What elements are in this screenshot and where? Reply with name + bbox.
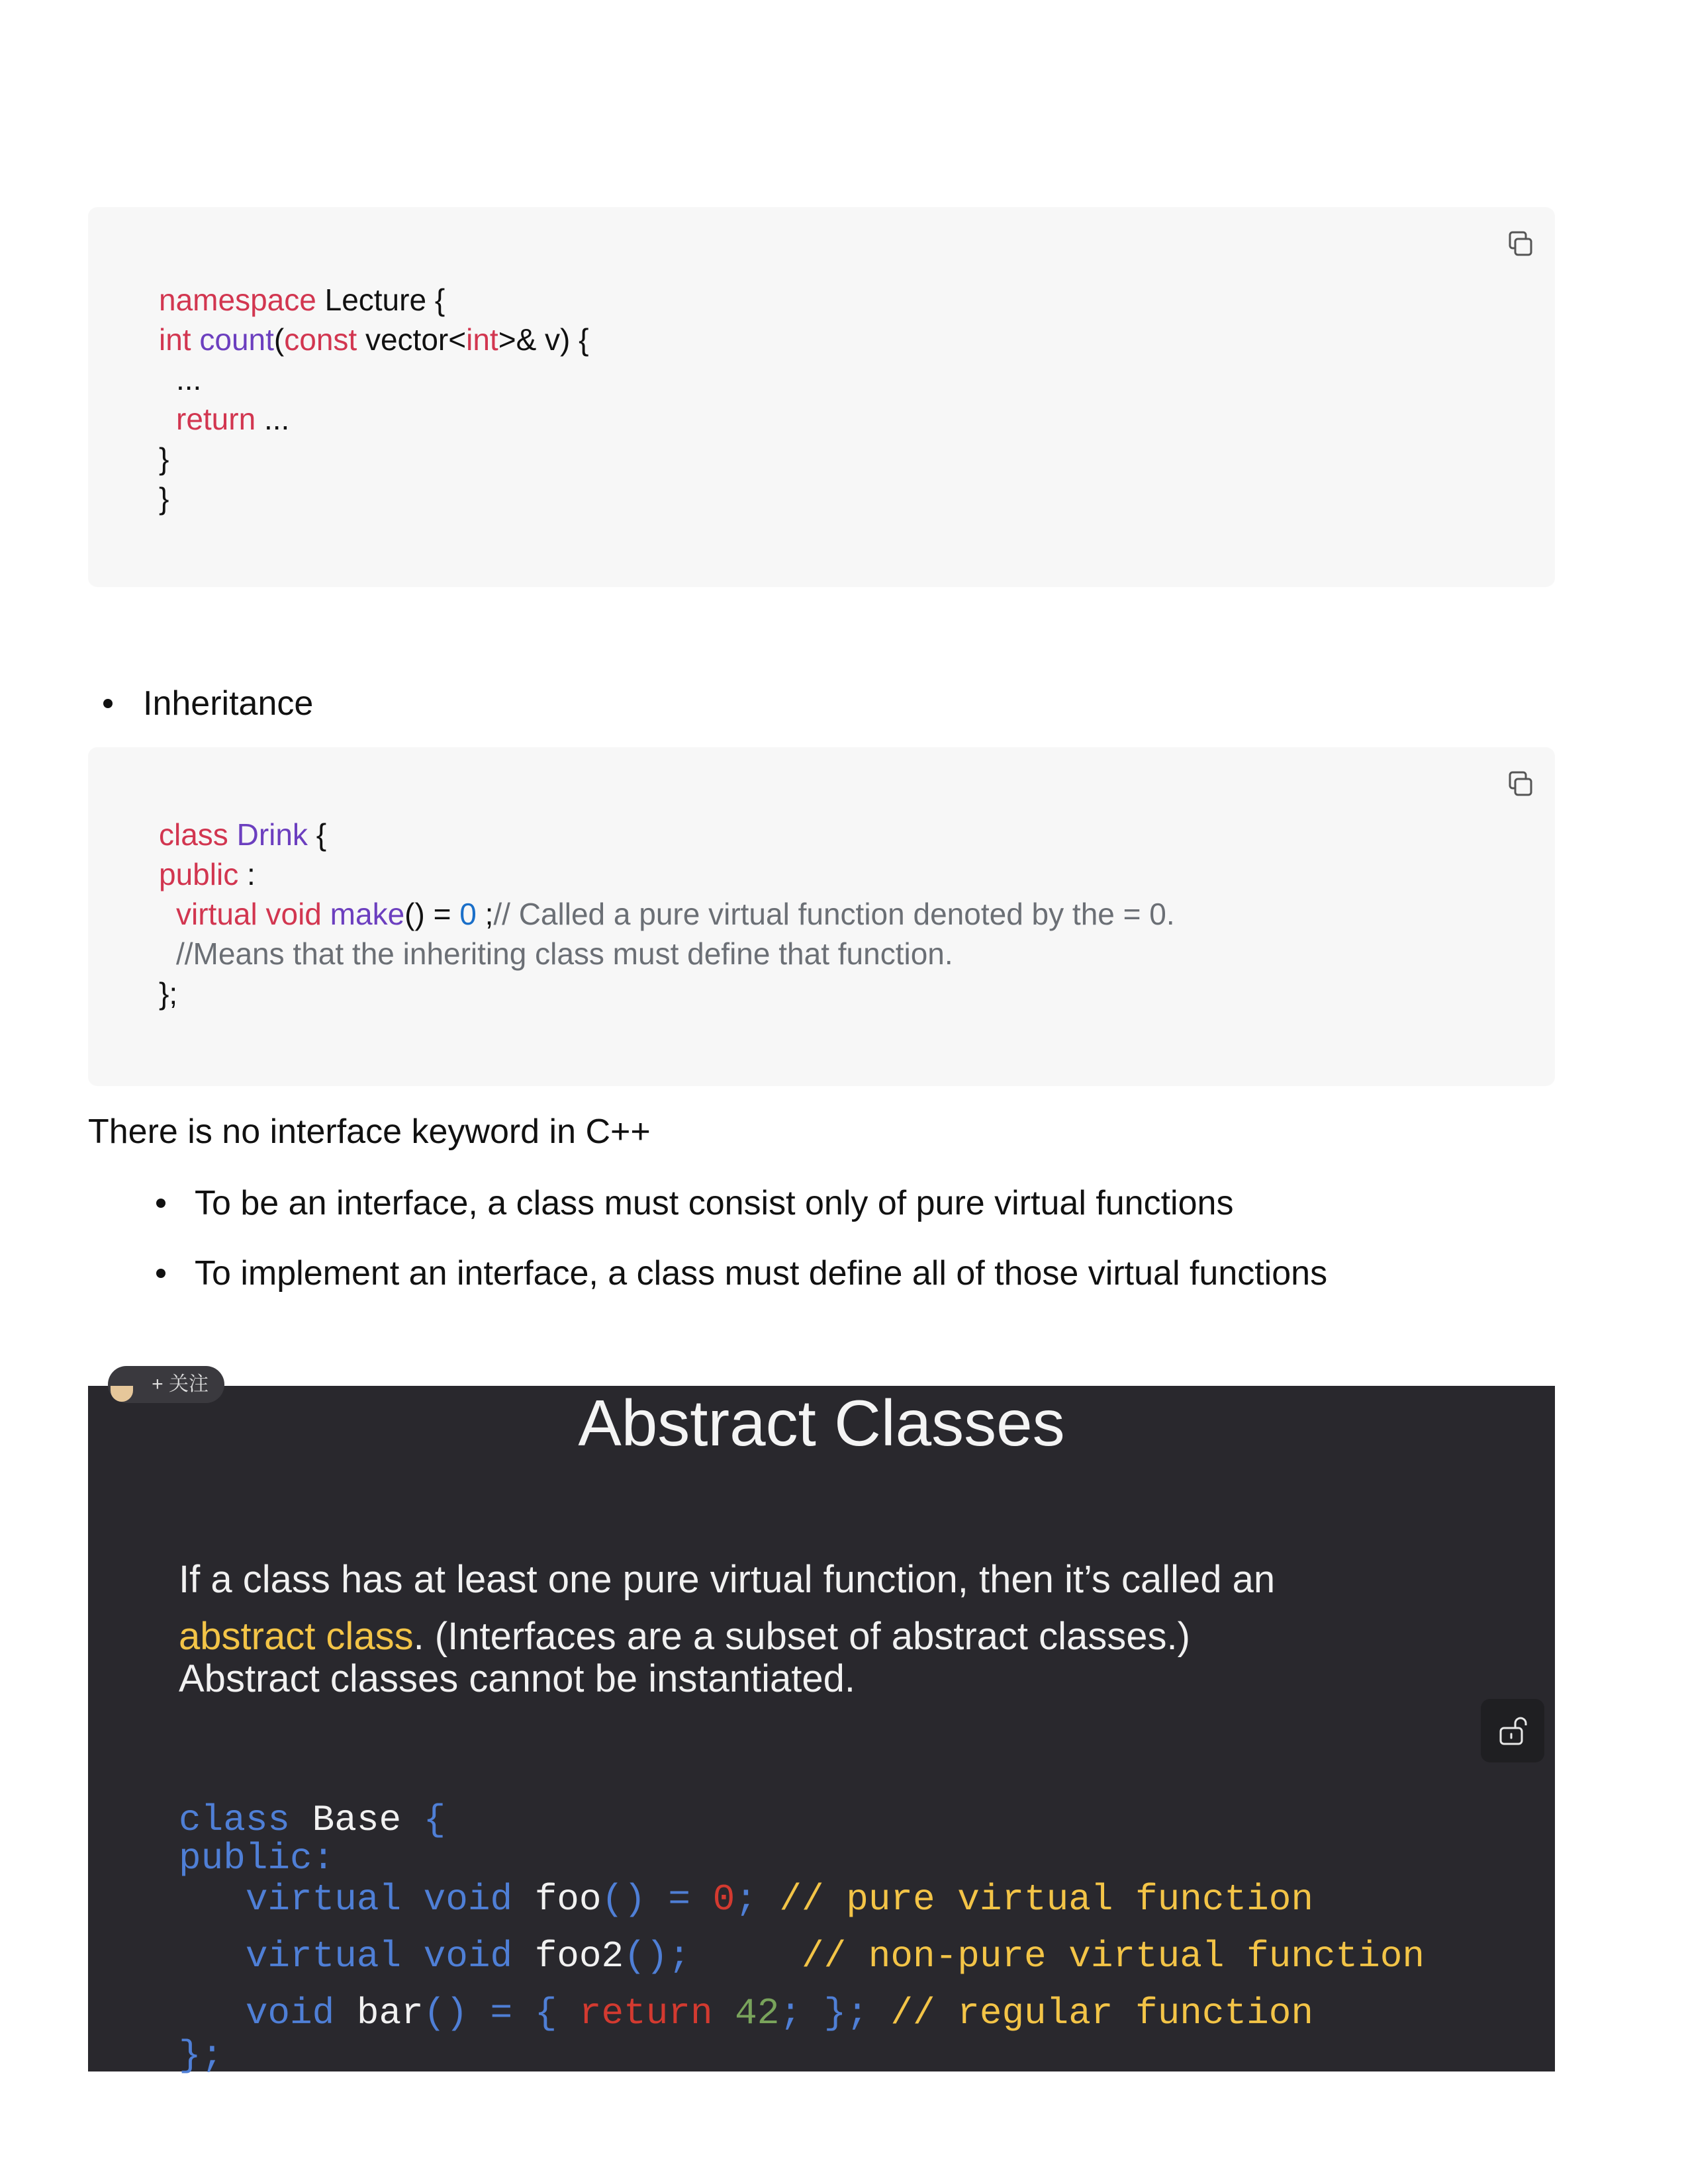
code-token: // non-pure virtual function <box>690 1935 1425 1978</box>
code-token: // Called a pure virtual function denoted by the = 0. <box>493 897 1175 931</box>
code-token: // pure virtual function <box>779 1878 1313 1921</box>
code-token: foo2 <box>512 1935 624 1978</box>
code-token: } <box>159 481 169 516</box>
code-lines <box>159 280 589 518</box>
code-token: return <box>176 402 256 436</box>
code-token: = { <box>467 1992 579 2034</box>
code-token: ; <box>735 1878 780 1921</box>
code-token: virtual void <box>179 1935 513 1978</box>
sub-bullet-item <box>156 1250 1327 1297</box>
code-token: ; }; <box>779 1992 891 2034</box>
slide-paragraph-line: If a class has at least one pure virtual function, then it’s called an <box>179 1558 1276 1601</box>
code-token: class <box>179 1799 291 1841</box>
code-token: public: <box>179 1837 335 1880</box>
slide-code-line <box>179 2034 223 2077</box>
code-token: : <box>238 857 256 891</box>
code-token: Drink <box>236 817 308 852</box>
code-token: }; <box>179 2034 224 2077</box>
bullet-item-inheritance <box>103 680 313 727</box>
code-token: () = <box>404 897 460 931</box>
code-token: int <box>466 322 498 357</box>
code-token: const <box>284 322 357 357</box>
code-token: >& v) { <box>498 322 589 357</box>
bullet-label: Inheritance <box>143 684 314 723</box>
code-token: foo <box>512 1878 602 1921</box>
bullet-dot <box>156 1199 165 1208</box>
code-token: return <box>579 1992 713 2034</box>
follow-badge[interactable]: + 关注 <box>108 1366 224 1403</box>
code-token: () <box>601 1878 646 1921</box>
unlock-button[interactable] <box>1481 1699 1544 1762</box>
code-token: make <box>330 897 405 931</box>
code-token: ( <box>273 322 285 357</box>
slide-paragraph-rest: . (Interfaces are a subset of abstract classes.) <box>413 1615 1190 1658</box>
code-token: int <box>159 322 191 357</box>
code-line <box>159 815 1175 854</box>
code-line <box>159 934 1175 974</box>
code-token: } <box>159 441 169 476</box>
sub-bullet-text: To be an interface, a class must consist only of pure virtual functions <box>195 1184 1234 1222</box>
sub-bullet-item <box>156 1180 1233 1226</box>
code-token: void <box>179 1992 335 2034</box>
code-token: virtual void <box>179 1878 513 1921</box>
code-token: class <box>159 817 228 852</box>
slide-code-line <box>179 1935 1425 1978</box>
code-token <box>322 897 330 931</box>
code-line <box>159 359 589 399</box>
code-token <box>191 322 200 357</box>
code-token: vector< <box>357 322 467 357</box>
code-token: ... <box>176 362 202 396</box>
code-token <box>228 817 237 852</box>
code-line <box>159 280 589 320</box>
slide-code-line <box>179 1799 445 1841</box>
slide-title: Abstract Classes <box>578 1387 1065 1459</box>
bullet-dot <box>156 1269 165 1278</box>
bullet-dot <box>103 699 113 708</box>
code-token: bar <box>334 1992 424 2034</box>
code-token: { <box>307 817 327 852</box>
code-line <box>159 974 1175 1013</box>
code-token: 0 <box>459 897 477 931</box>
code-line <box>159 478 589 518</box>
code-token: 0 <box>712 1878 735 1921</box>
code-token <box>258 897 266 931</box>
code-line <box>159 894 1175 934</box>
code-token: ... <box>256 402 290 436</box>
slide-image-abstract-classes <box>88 1373 1555 2077</box>
paragraph-interface: There is no interface keyword in C++ <box>88 1113 651 1151</box>
slide-code-line <box>179 1878 1313 1921</box>
code-token: virtual <box>176 897 258 931</box>
code-token: () <box>423 1992 468 2034</box>
code-token: // regular function <box>890 1992 1313 2034</box>
code-token: }; <box>159 976 178 1011</box>
code-line <box>159 320 589 359</box>
copy-icon[interactable] <box>1506 230 1535 259</box>
unlock-icon <box>1498 1715 1527 1747</box>
code-token: void <box>265 897 322 931</box>
code-block-namespace <box>88 207 1555 587</box>
code-token: Lecture { <box>316 283 445 317</box>
slide-paragraph-definition <box>179 1551 1275 1665</box>
code-token: count <box>199 322 274 357</box>
code-token: (); <box>624 1935 690 1978</box>
code-token: 42 <box>712 1992 780 2034</box>
code-line <box>159 439 589 478</box>
code-token: { <box>423 1799 446 1841</box>
code-token: ; <box>476 897 494 931</box>
code-token: = <box>645 1878 713 1921</box>
slide-code-line <box>179 1837 334 1880</box>
sub-bullet-text: To implement an interface, a class must define all of those virtual functions <box>195 1254 1328 1293</box>
code-token: public <box>159 857 239 891</box>
code-line <box>159 854 1175 894</box>
copy-icon[interactable] <box>1506 770 1535 799</box>
code-token: //Means that the inheriting class must define that function. <box>176 936 953 971</box>
slide-code-line <box>179 1992 1313 2034</box>
code-block-drink <box>88 747 1555 1086</box>
code-line <box>159 399 589 439</box>
code-lines <box>159 815 1175 1013</box>
code-token: Base <box>290 1799 424 1841</box>
code-token: namespace <box>159 283 316 317</box>
highlight-term: abstract class <box>179 1615 414 1658</box>
slide-paragraph-instantiation: Abstract classes cannot be instantiated. <box>179 1657 856 1700</box>
